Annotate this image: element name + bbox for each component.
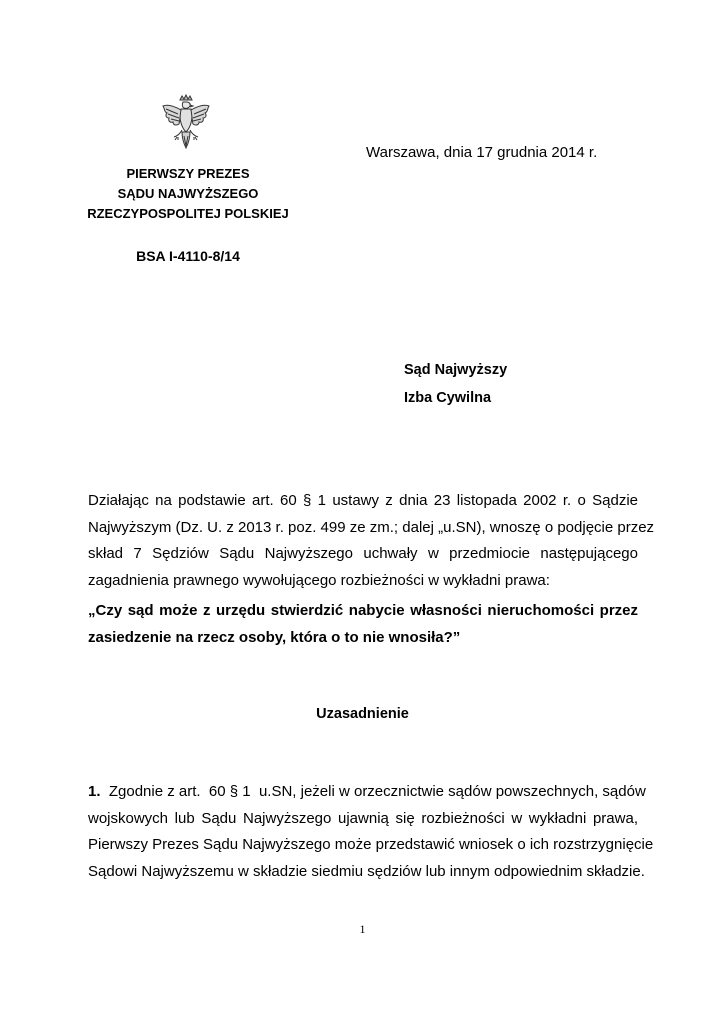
- intro-line: zagadnienia prawnego wywołującego rozbieżności w wykładni prawa:: [88, 571, 550, 589]
- question-line: zasiedzenie na rzecz osoby, która o to nie wnosiła?”: [88, 628, 461, 646]
- paragraph-first-line: [88, 779, 646, 806]
- legal-question: [88, 598, 638, 651]
- question-line: „Czy sąd może z urzędu stwierdzić nabycie własności nieruchomości przez: [88, 602, 638, 619]
- authority-line: SĄDU NAJWYŻSZEGO: [117, 186, 259, 201]
- addressee-chamber: Izba Cywilna: [404, 390, 492, 406]
- place-and-date: Warszawa, dnia 17 grudnia 2014 r.: [366, 144, 598, 161]
- paragraph-line: Pierwszy Prezes Sądu Najwyższego może przedstawić wniosek o ich rozstrzygnięcie: [88, 836, 654, 853]
- page-number: 1: [359, 922, 366, 936]
- paragraph-first-line-text: Zgodnie z art. 60 § 1 u.SN, jeżeli w orzecznictwie sądów powszechnych, sądów: [100, 783, 646, 800]
- intro-line: skład 7 Sędziów Sądu Najwyższego uchwały w przedmiocie następującego: [88, 545, 638, 562]
- issuing-authority: [60, 164, 316, 224]
- paragraph-line: Sądowi Najwyższemu w składzie siedmiu sędziów lub innym odpowiednim składzie.: [88, 862, 645, 880]
- section-heading: Uzasadnienie: [316, 706, 409, 722]
- addressee-court: Sąd Najwyższy: [404, 362, 508, 378]
- intro-paragraph: [88, 488, 655, 594]
- polish-eagle-emblem-icon: [160, 94, 212, 152]
- paragraph-line: wojskowych lub Sądu Najwyższego ujawnią się rozbieżności w wykładni prawa,: [88, 809, 638, 827]
- authority-line: PIERWSZY PREZES: [126, 166, 250, 181]
- intro-line: Najwyższym (Dz. U. z 2013 r. poz. 499 ze zm.; dalej „u.SN), wnoszę o podjęcie przez: [88, 518, 655, 536]
- case-reference: BSA I-4110-8/14: [136, 248, 240, 264]
- addressee: [404, 356, 507, 412]
- justification-paragraph-1: [88, 779, 654, 885]
- intro-line: Działając na podstawie art. 60 § 1 ustawy z dnia 23 listopada 2002 r. o Sądzie: [88, 492, 638, 509]
- paragraph-number: 1.: [88, 783, 101, 800]
- authority-line: RZECZYPOSPOLITEJ POLSKIEJ: [87, 206, 289, 221]
